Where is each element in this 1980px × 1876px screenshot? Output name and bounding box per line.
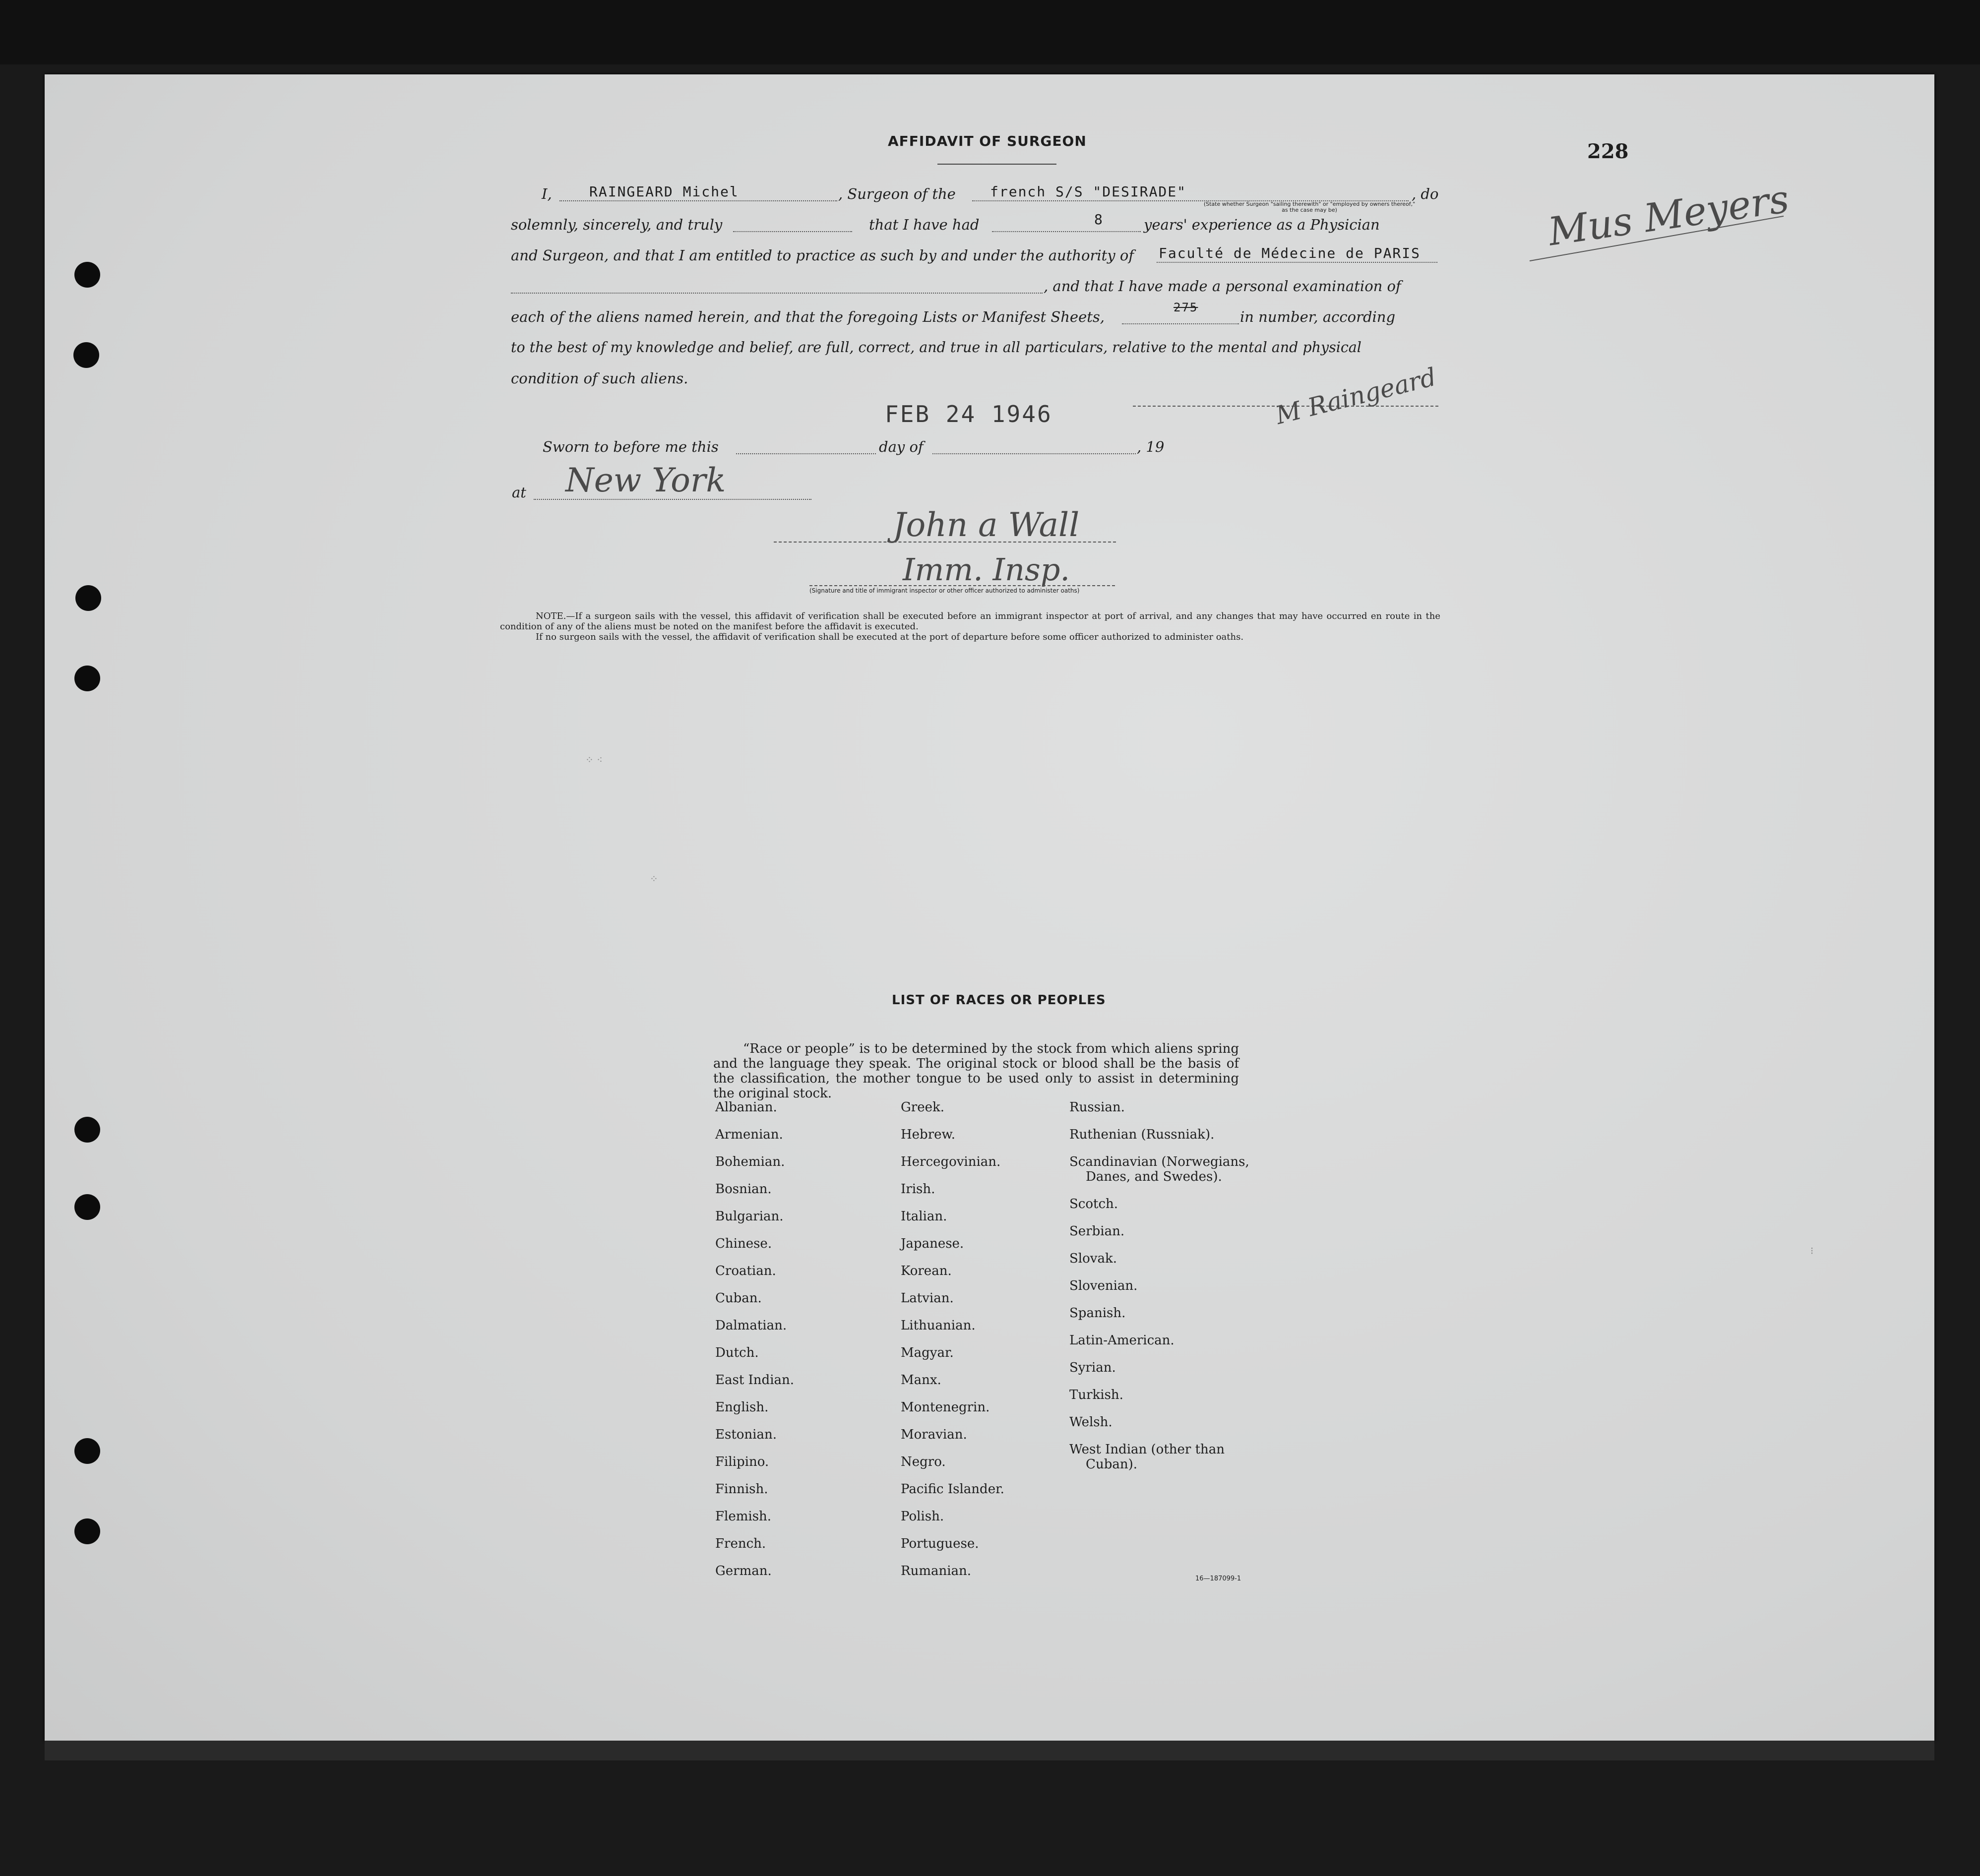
races-title: LIST OF RACES OR PEOPLES (892, 993, 1106, 1008)
race-item: Irish. (901, 1182, 935, 1197)
race-item: Latin-American. (1069, 1333, 1175, 1348)
line3-a: and Surgeon, and that I am entitled to practice as such by and under the authority of (511, 247, 1134, 264)
inspector-signature: John a Wall (893, 506, 1080, 544)
authority-dotline-2 (511, 293, 1043, 294)
sheets-count: 275 (1174, 301, 1198, 314)
vessel-name: french S/S "DESIRADE" (990, 183, 1187, 200)
line4: , and that I have made a personal examination of (1044, 278, 1401, 295)
race-item: Negro. (901, 1454, 946, 1469)
race-item: Magyar. (901, 1345, 954, 1360)
race-item: Croatian. (715, 1264, 776, 1278)
race-item: Portuguese. (901, 1536, 979, 1551)
binder-hole (75, 585, 101, 611)
line5-a: each of the aliens named herein, and that the foregoing Lists or Manifest Sheets, (511, 308, 1105, 325)
margin-annotation: Mus Meyers (1546, 177, 1792, 255)
authority: Faculté de Médecine de PARIS (1159, 245, 1421, 261)
sheets-dotline (1122, 323, 1239, 324)
race-item: Bulgarian. (715, 1209, 784, 1224)
inspector-line-1 (774, 542, 1116, 543)
binder-hole (74, 1194, 100, 1220)
race-item: Syrian. (1069, 1360, 1116, 1375)
binder-hole (74, 666, 100, 691)
line1-i: I, (542, 185, 552, 202)
race-item: Dutch. (715, 1345, 759, 1360)
race-item: Flemish. (715, 1509, 772, 1524)
race-item: Montenegrin. (901, 1400, 990, 1415)
affidavit-title: AFFIDAVIT OF SURGEON (888, 133, 1087, 149)
race-item: Armenian. (715, 1127, 783, 1142)
authority-dotline (1157, 262, 1437, 263)
race-item: Estonian. (715, 1427, 777, 1442)
line7: condition of such aliens. (511, 370, 688, 387)
race-item: Italian. (901, 1209, 947, 1224)
race-item: Korean. (901, 1264, 952, 1278)
year-prefix: , 19 (1137, 438, 1165, 455)
sworn-month-dotline (932, 453, 1136, 454)
race-item: Russian. (1069, 1100, 1125, 1115)
race-item: Chinese. (715, 1236, 772, 1251)
race-item: Finnish. (715, 1482, 768, 1497)
race-item: Hebrew. (901, 1127, 955, 1142)
paper-specks: ⁘ (650, 873, 658, 885)
note-1: NOTE.—If a surgeon sails with the vessel, this affidavit of verification shall be executed before an immigrant inspector at port of arrival, and any changes that may have occurred en route in the condition of any of the aliens must be noted on the manifest before the affidavit is executed. (500, 611, 1440, 632)
race-item: Greek. (901, 1100, 944, 1115)
sworn-place: New York (565, 461, 726, 499)
race-item: Rumanian. (901, 1564, 972, 1578)
binder-hole (74, 1117, 100, 1143)
race-item: East Indian. (715, 1373, 795, 1388)
inspector-line-2 (809, 585, 1115, 586)
name-dotline (559, 200, 837, 201)
binder-hole (74, 1438, 100, 1464)
race-item: Polish. (901, 1509, 944, 1524)
years-dotline (992, 231, 1141, 232)
race-item: Turkish. (1069, 1388, 1123, 1402)
line5-b: in number, according (1240, 308, 1396, 325)
race-item: Slovak. (1069, 1251, 1117, 1266)
race-item: Welsh. (1069, 1415, 1113, 1430)
truly-dotline (733, 231, 852, 232)
years-experience: 8 (1094, 211, 1104, 228)
vessel-note: (State whether Surgeon "sailing therewith" or "employed by owners thereof," as the case may be) (1203, 201, 1416, 213)
binder-hole (73, 342, 99, 368)
binder-hole (74, 262, 100, 288)
signature-caption: (Signature and title of immigrant inspector or other officer authorized to administer oaths) (809, 587, 1080, 594)
race-item: German. (715, 1564, 772, 1578)
race-item: French. (715, 1536, 766, 1551)
race-item: Hercegovinian. (901, 1154, 1001, 1169)
line2-b: that I have had (869, 216, 980, 233)
race-item: English. (715, 1400, 769, 1415)
race-item: Latvian. (901, 1291, 954, 1306)
note-2: If no surgeon sails with the vessel, the affidavit of verification shall be executed at the port of departure before some officer authorized to administer oaths. (536, 632, 1244, 642)
race-item: Lithuanian. (901, 1318, 976, 1333)
sworn-text: Sworn to before me this (543, 438, 719, 455)
race-item: Slovenian. (1069, 1278, 1138, 1293)
line2-c: years' experience as a Physician (1144, 216, 1380, 233)
race-item: Moravian. (901, 1427, 967, 1442)
page-number: 228 (1587, 140, 1629, 163)
race-item: Pacific Islander. (901, 1482, 1004, 1497)
race-item: Scotch. (1069, 1197, 1118, 1211)
line6: to the best of my knowledge and belief, are full, correct, and true in all particulars, relative to the mental and physical (511, 339, 1361, 356)
surgeon-signature: M Raingeard (1272, 362, 1439, 430)
race-item: Manx. (901, 1373, 941, 1388)
date-stamp: FEB 24 1946 (885, 401, 1052, 427)
paper-specks: ⁝ (1810, 1245, 1814, 1257)
paper-specks: ⁘ ⁖ (585, 754, 603, 766)
race-item: Serbian. (1069, 1224, 1125, 1239)
race-item: Dalmatian. (715, 1318, 787, 1333)
race-item: West Indian (other than Cuban). (1069, 1442, 1225, 1472)
race-item: Filipino. (715, 1454, 769, 1469)
line2-a: solemnly, sincerely, and truly (511, 216, 723, 233)
form-number: 16—187099-1 (1195, 1575, 1241, 1582)
race-item: Bosnian. (715, 1182, 772, 1197)
inspector-title: Imm. Insp. (903, 551, 1070, 588)
surgeon-of-text: , Surgeon of the (838, 185, 956, 202)
race-item: Cuban. (715, 1291, 762, 1306)
scanner-frame-top (0, 0, 1980, 64)
race-item: Spanish. (1069, 1306, 1126, 1321)
surgeon-name: RAINGEARD Michel (589, 183, 739, 200)
races-intro: “Race or people” is to be determined by the stock from which aliens spring and the language they speak. The original stock or blood shall be the basis of the classification, the mother tongue to be used only to assist in determining the original stock. (713, 1041, 1239, 1101)
race-item: Japanese. (901, 1236, 964, 1251)
at-label: at (512, 484, 526, 501)
race-item: Bohemian. (715, 1154, 785, 1169)
sworn-day-dotline (736, 453, 876, 454)
race-item: Scandinavian (Norwegians, Danes, and Swedes). (1069, 1154, 1249, 1184)
binder-hole (74, 1518, 100, 1544)
page-bottom-shadow (45, 1741, 1934, 1760)
race-item: Albanian. (715, 1100, 777, 1115)
day-of-text: day of (879, 438, 924, 455)
do-text: , do (1412, 185, 1439, 202)
race-item: Ruthenian (Russniak). (1069, 1127, 1215, 1142)
title-underline (937, 164, 1056, 165)
